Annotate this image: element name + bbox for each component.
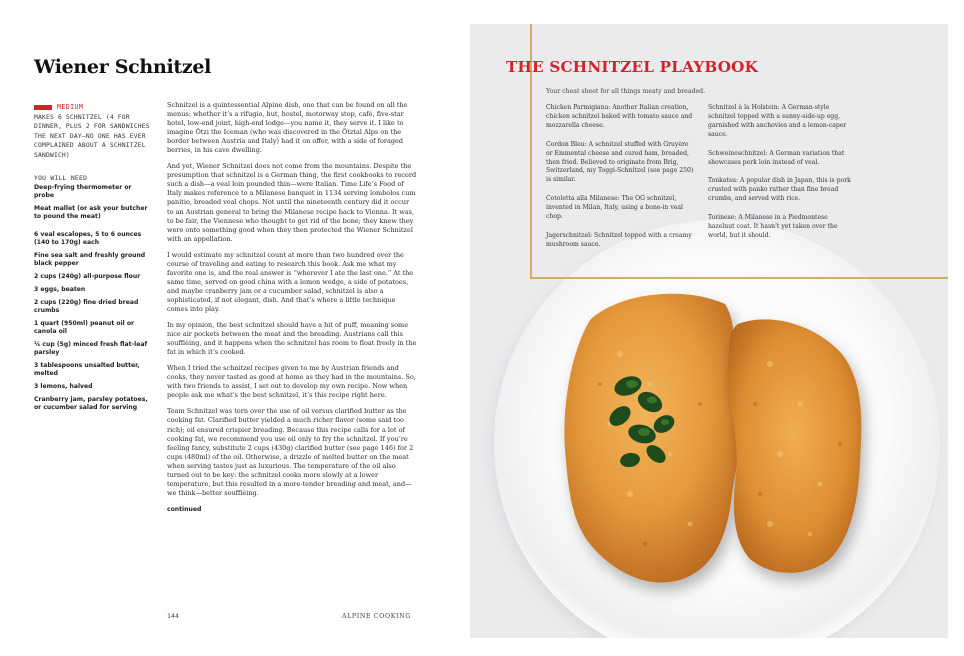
playbook-entry: Cordon Bleu: A schnitzel stuffed with Gruyère or Emmental cheese and cured ham, breaded, then fried. Believed to originate from Brig, Switzerland, my Toggi-Schnitzel (see page 250) is similar. [546,140,694,184]
body-paragraph: In my opinion, the best schnitzel should have a bit of puff, meaning some nice air pockets between the meat and the breading. Austrians call this soufflèing, and it happens when the schnitzel has room to float freely in the fat in which it’s cooked. [167,321,417,357]
playbook-column-2 [708,104,856,251]
ingredient-item: 3 eggs, beaten [34,286,86,294]
recipe-title: Wiener Schnitzel [34,56,212,78]
ingredient-item: 3 tablespoons unsalted butter, melted [34,362,140,378]
playbook-entry: Chicken Parmigiana: Another Italian creation, chicken schnitzel baked with tomato sauce and mozzarella cheese. [546,104,693,129]
left-page [0,0,470,656]
ingredient-item: Cranberry jam, parsley potatoes, or cucumber salad for serving [34,396,148,412]
playbook-entry: Jagerschnitzel: Schnitzel topped with a creamy mushroom sauce. [546,231,692,248]
playbook-entry: Torinese: A Milanese in a Piedmontese hazelnut coat. It hasn’t yet taken over the world, but it should. [708,214,838,239]
recipe-body [167,101,417,514]
body-paragraph: Schnitzel is a quintessential Alpine dish, one that can be found on all the menus: whether it’s a rifugio, hut, hostel, motorway stop, café, five-star hotel, low-end joint, high-end lodge—you name it, they serve it. I like to imagine Ötzi the Iceman (who was discovered in the Ötztal Alps on the border between Austria and Italy) had it on offer, with a side of foraged berries, in his cave dwelling. [167,101,408,155]
ingredient-item: 1 quart (950ml) peanut oil or canola oil [34,320,135,336]
ingredient-item: Fine sea salt and freshly ground black pepper [34,252,146,268]
equipment-item: Meat mallet (or ask your butcher to pound the meat) [34,205,148,221]
ingredient-item: 6 veal escalopes, 5 to 6 ounces (140 to 170g) each [34,231,142,247]
playbook-entry: Schweineschnitzel: A German variation that showcases pork loin instead of veal. [708,149,845,166]
photo-page [470,24,948,638]
gold-rule-horizontal [530,277,948,279]
difficulty-label: MEDIUM [57,103,84,111]
playbook-intro: Your cheat sheet for all things meaty and breaded. [546,88,706,95]
body-paragraph: When I tried the schnitzel recipes given to me by Austrian friends and cooks, they never tasted as good at home as they had in the mountains. So, with two friends to assist, I set out to develop my own recipe. Now when people ask me what’s the best schnitzel, it’s this recipe right here. [167,364,416,400]
body-paragraph: And yet, Wiener Schnitzel does not come from the mountains. Despite the presumption that schnitzel is a German thing, the first cookbooks to record such a dish—a veal loin pounded thin—were Italian. Time Life’s Food of Italy makes reference to a Milanese banquet in 1134 serving lombolos cum panitio, breaded veal chops. Not until the nineteenth century did it occur to an Austrian general to bring the Milanese recipe back to Vienna. It was, to be fair, the Viennese who thought to get rid of the bone; they knew they were onto something good when they then protected the Wiener Schnitzel with an appellation. [167,162,417,243]
ingredient-item: ¼ cup (5g) minced fresh flat-leaf parsley [34,341,148,357]
playbook-entry: Schnitzel à la Holstein: A German-style schnitzel topped with a sunny-side-up egg, garnished with anchovies and a lemon-caper sauce. [708,104,847,138]
schnitzel-right [728,319,862,572]
yield-text: MAKES 6 SCHNITZEL (4 FOR DINNER, PLUS 2 FOR SANDWICHES THE NEXT DAY—NO ONE HAS EVER COMPLAINED ABOUT A SCHNITZEL SANDWICH) [34,114,150,159]
ingredient-item: 2 cups (220g) fine dried bread crumbs [34,299,139,315]
page-number: 144 [167,613,180,620]
body-paragraph: Team Schnitzel was torn over the use of oil versus clarified butter as the cooking fat. Clarified butter yielded a much richer flavor (some said too rich); oil ensured crispier breading. Because this recipe calls for a lot of cooking fat, we recommend you use oil only to fry the schnitzel. If you’re feeling fancy, substitute 2 cups (430g) clarified butter (see page 146) for 2 cups (480ml) of the oil. Otherwise, a drizzle of melted butter on the meat when serving tastes just as luxurious. The temperature of the oil also turned out to be key: the schnitzel cooks more slowly at a lower temperature, but this resulted in a more-tender breading and meat, and—we think—better soufflèing. [167,407,414,497]
playbook-entry: Cotoletta alla Milanese: The OG schnitzel, invented in Milan, Italy, using a bone-in veal chop. [546,195,683,221]
difficulty-indicator [34,103,152,111]
difficulty-bar [34,105,52,110]
equipment-item: Deep-frying thermometer or probe [34,184,132,200]
playbook-entry: Tonkatsu: A popular dish in Japan, this is pork crusted with panko rather than fine bread crumbs, and served with rice. [708,177,851,203]
ingredient-item: 3 lemons, halved [34,383,93,391]
ingredient-item: 2 cups (240g) all-purpose flour [34,273,141,281]
body-paragraph: I would estimate my schnitzel count at more than two hundred over the course of traveling and eating to research this book. Ask me what my favorite one is, and the real answer is “wherever I ate the last one.” At the same time, served on good china with a lemon wedge, a side of potatoes, and maybe cranberry jam or a cucumber salad, schnitzel is also a sophisticated, if not elegant, dish. And that’s where a little technique comes into play. [167,250,414,313]
recipe-sidebar [34,103,152,417]
playbook-title: THE SCHNITZEL PLAYBOOK [506,58,758,76]
running-head: ALPINE COOKING [342,613,411,620]
continued-label: continued [167,505,202,513]
playbook-column-1 [546,104,694,260]
you-will-need-heading: YOU WILL NEED [34,175,88,183]
